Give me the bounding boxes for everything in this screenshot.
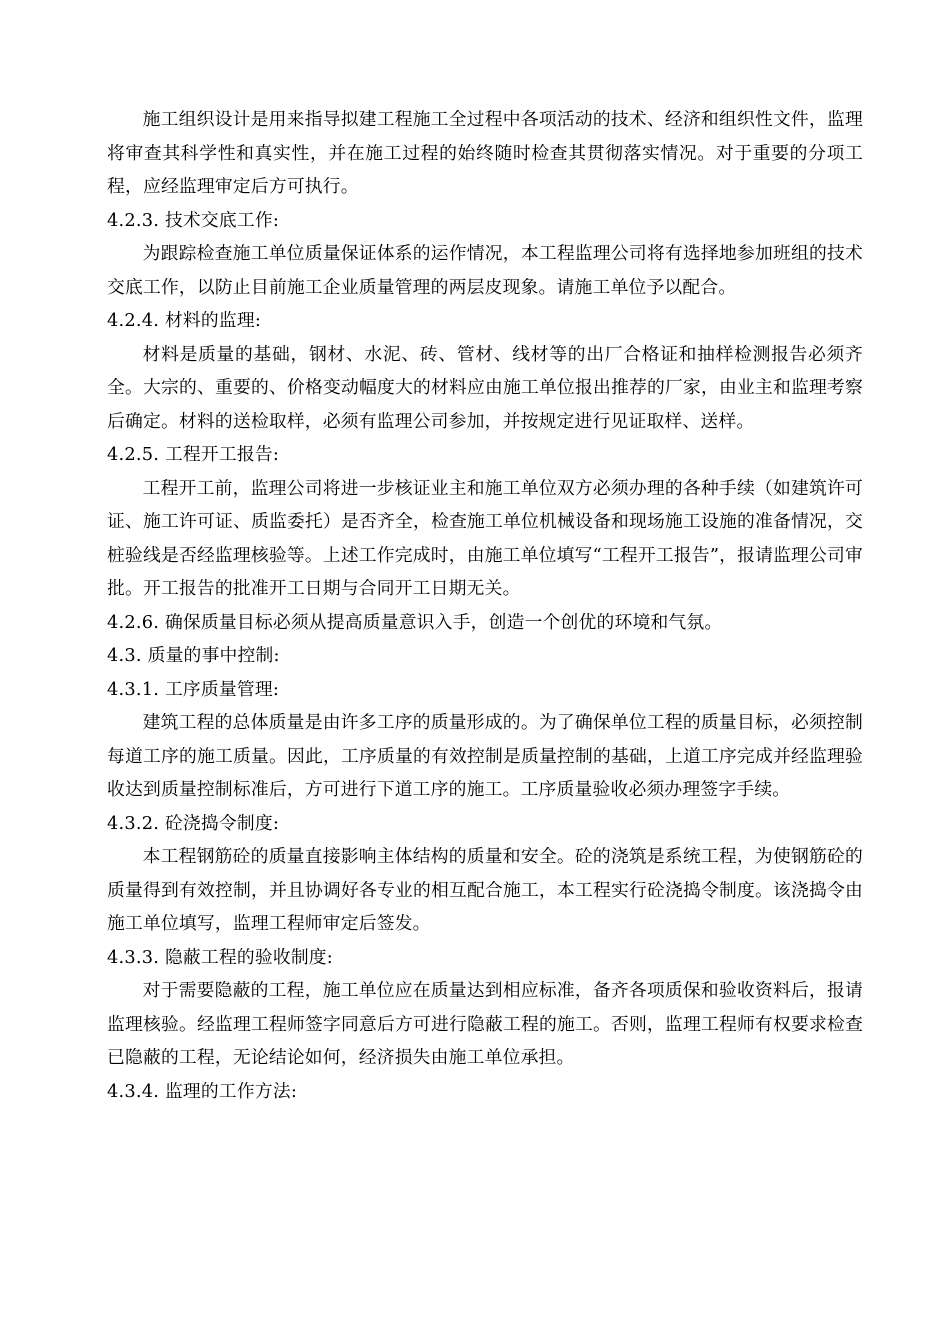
heading-4-2-4: 4.2.4. 材料的监理:	[107, 310, 262, 331]
paragraph-concealed-works: 对于需要隐蔽的工程，施工单位应在质量达到相应标准，备齐各项质保和验收资料后，报请监理核验。经监理工程师签字同意后方可进行隐蔽工程的施工。否则，监理工程师有权要求检查已隐蔽的工程，无论结论如何，经济损失由施工单位承担。	[107, 980, 863, 1068]
heading-4-3-2: 4.3.2. 砼浇捣令制度:	[107, 812, 280, 834]
paragraph-process-quality: 建筑工程的总体质量是由许多工序的质量形成的。为了确保单位工程的质量目标，必须控制每道工序的施工质量。因此，工序质量的有效控制是质量控制的基础，上道工序完成并经监理验收达到质量控制标准后，方可进行下道工序的施工。工序质量验收必须办理签字手续。	[107, 712, 863, 800]
heading-4-2-5: 4.2.5. 工程开工报告:	[107, 444, 280, 465]
paragraph-technical-briefing: 为跟踪检查施工单位质量保证体系的运作情况，本工程监理公司将有选择地参加班组的技术交底工作，以防止目前施工企业质量管理的两层皮现象。请施工单位予以配合。	[107, 243, 863, 298]
heading-4-3-1: 4.3.1. 工序质量管理:	[107, 678, 280, 700]
heading-4-2-6: 4.2.6. 确保质量目标必须从提高质量意识入手，创造一个创优的环境和气氛。	[107, 611, 723, 633]
paragraph-pouring-order: 本工程钢筋砼的质量直接影响主体结构的质量和安全。砼的浇筑是系统工程，为使钢筋砼的质量得到有效控制，并且协调好各专业的相互配合施工，本工程实行砼浇捣令制度。该浇捣令由施工单位填写，监理工程师审定后签发。	[107, 846, 863, 934]
heading-4-3-3: 4.3.3. 隐蔽工程的验收制度:	[107, 946, 333, 968]
paragraph-commencement-report: 工程开工前，监理公司将进一步核证业主和施工单位双方必须办理的各种手续（如建筑许可证、施工许可证、质监委托）是否齐全，检查施工单位机械设备和现场施工设施的准备情况，交桩验线是否经监理核验等。上述工作完成时，由施工单位填写“工程开工报告”，报请监理公司审批。开工报告的批准开工日期与合同开工日期无关。	[107, 477, 863, 599]
heading-4-3: 4.3. 质量的事中控制:	[107, 645, 280, 666]
heading-4-3-4: 4.3.4. 监理的工作方法:	[107, 1080, 298, 1102]
paragraph-construction-design: 施工组织设计是用来指导拟建工程施工全过程中各项活动的技术、经济和组织性文件，监理将审查其科学性和真实性，并在施工过程的始终随时检查其贯彻落实情况。对于重要的分项工程，应经监理审定后方可执行。	[107, 109, 863, 197]
document-page	[107, 103, 863, 1108]
heading-4-2-3: 4.2.3. 技术交底工作:	[107, 209, 280, 231]
paragraph-material-supervision: 材料是质量的基础，钢材、水泥、砖、管材、线材等的出厂合格证和抽样检测报告必须齐全。大宗的、重要的、价格变动幅度大的材料应由施工单位报出推荐的厂家，由业主和监理考察后确定。材料的送检取样，必须有监理公司参加，并按规定进行见证取样、送样。	[107, 343, 863, 432]
